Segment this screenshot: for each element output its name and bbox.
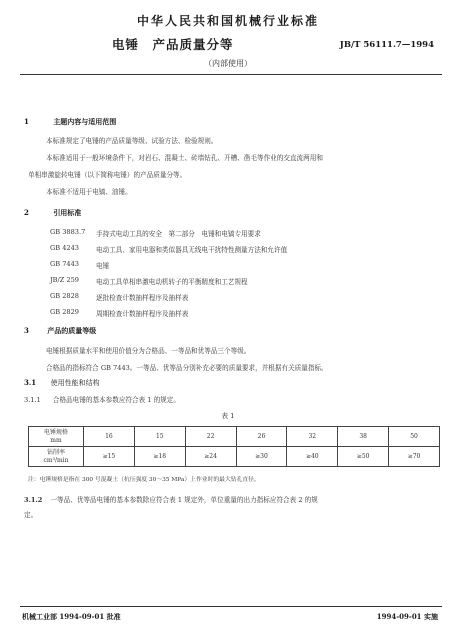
subsection-number: 3.1 xyxy=(24,378,37,387)
reference-title: 周期检查计数抽样程序及抽样表 xyxy=(96,310,189,318)
paragraph: 单相串激旋转电锤（以下简称电锤）的产品质量分等。 xyxy=(28,171,187,179)
reference-code: GB 3883.7 xyxy=(50,228,86,236)
table-cell: 38 xyxy=(338,427,389,447)
table-cell: ≥30 xyxy=(236,447,287,467)
standard-number: JB/T 56111.7—1994 xyxy=(339,40,434,50)
reference-title: 逐批检查计数抽样程序及抽样表 xyxy=(96,294,189,302)
reference-title: 电动工具、家用电器和类似器具无线电干扰特性测量方法和允许值 xyxy=(96,246,288,254)
reference-code: GB 7443 xyxy=(50,260,79,268)
clause-continuation: 定。 xyxy=(24,511,38,519)
section-1-heading xyxy=(24,117,116,127)
table-cell: 50 xyxy=(389,427,440,447)
table-cell: ≥18 xyxy=(134,447,185,467)
parameter-table xyxy=(28,426,440,467)
table-caption: 表 1 xyxy=(221,412,235,420)
table-cell: ≥24 xyxy=(185,447,236,467)
reference-title: 手持式电动工具的安全 第二部分 电锤和电镐专用要求 xyxy=(96,230,261,238)
section-2-heading xyxy=(24,208,81,218)
table-note: 注：电锤规格是指在 300 号混凝土（抗压强度 30～35 MPa）上作业时的最大钻孔直径。 xyxy=(28,477,260,483)
clause-number: 3.1.2 xyxy=(24,496,43,504)
row-header-drill-rate: 钻削率 cm³/min xyxy=(29,447,84,467)
table-cell: 15 xyxy=(134,427,185,447)
section-number: 1 xyxy=(24,117,29,126)
paragraph: 电锤根据质量水平和使用价值分为合格品、一等品和优等品三个等级。 xyxy=(46,347,251,355)
paragraph: 合格品的指标符合 GB 7443。一等品、优等品分别补充必要的质量要求，并根据有关质量指标。 xyxy=(46,364,328,372)
section-number: 2 xyxy=(24,208,29,217)
footer-rule xyxy=(20,606,442,607)
table-cell: ≥15 xyxy=(84,447,135,467)
internal-use-note: （内部使用） xyxy=(204,59,252,68)
table-cell: 26 xyxy=(236,427,287,447)
table-cell: ≥70 xyxy=(389,447,440,467)
table-cell: ≥50 xyxy=(338,447,389,467)
clause-number: 3.1.1 xyxy=(24,396,41,404)
header-rule xyxy=(20,74,442,75)
clause-text: 一等品、优等品电锤的基本参数除应符合表 1 规定外，单位重量的出力指标应符合表 2 的规 xyxy=(50,496,318,504)
table-cell: 22 xyxy=(185,427,236,447)
issuing-body-title: 中华人民共和国机械行业标准 xyxy=(136,14,319,28)
clause-3-1-2 xyxy=(24,494,318,504)
paragraph: 本标准规定了电锤的产品质量等级、试验方法、检验规则。 xyxy=(46,137,218,145)
table-row xyxy=(29,447,440,467)
reference-code: GB 4243 xyxy=(50,244,79,252)
section-number: 3 xyxy=(24,326,29,335)
approval-line: 机械工业部 1994-09-01 批准 xyxy=(22,612,121,621)
implementation-date: 1994-09-01 实施 xyxy=(376,612,438,621)
reference-code: JB/Z 259 xyxy=(50,276,79,284)
clause-text: 合格品电锤的基本参数应符合表 1 的规定。 xyxy=(52,396,180,404)
paragraph: 本标准不适用于电镐、油锤。 xyxy=(46,188,132,196)
table-row xyxy=(29,427,440,447)
reference-code: GB 2829 xyxy=(50,308,79,316)
section-title: 产品的质量等级 xyxy=(47,326,97,335)
table-cell: 16 xyxy=(84,427,135,447)
section-title: 引用标准 xyxy=(53,208,82,217)
clause-3-1-1 xyxy=(24,394,180,404)
document-title: 电锤 产品质量分等 xyxy=(112,37,234,52)
subsection-3-1-heading xyxy=(24,378,100,388)
section-3-heading xyxy=(24,326,96,336)
paragraph: 本标准适用于一般环境条件下，对岩石、混凝土、砖墙钻孔、开槽、凿毛等作业的交直流两用和 xyxy=(46,154,323,162)
reference-code: GB 2828 xyxy=(50,292,79,300)
reference-title: 电动工具单相串激电动机转子的平衡精度和工艺规程 xyxy=(96,278,248,286)
row-header-spec: 电锤规格 mm xyxy=(29,427,84,447)
subsection-title: 使用性能和结构 xyxy=(50,379,100,387)
section-title: 主题内容与适用范围 xyxy=(53,117,117,126)
table-cell: 32 xyxy=(287,427,338,447)
table-cell: ≥40 xyxy=(287,447,338,467)
reference-title: 电锤 xyxy=(96,262,110,270)
